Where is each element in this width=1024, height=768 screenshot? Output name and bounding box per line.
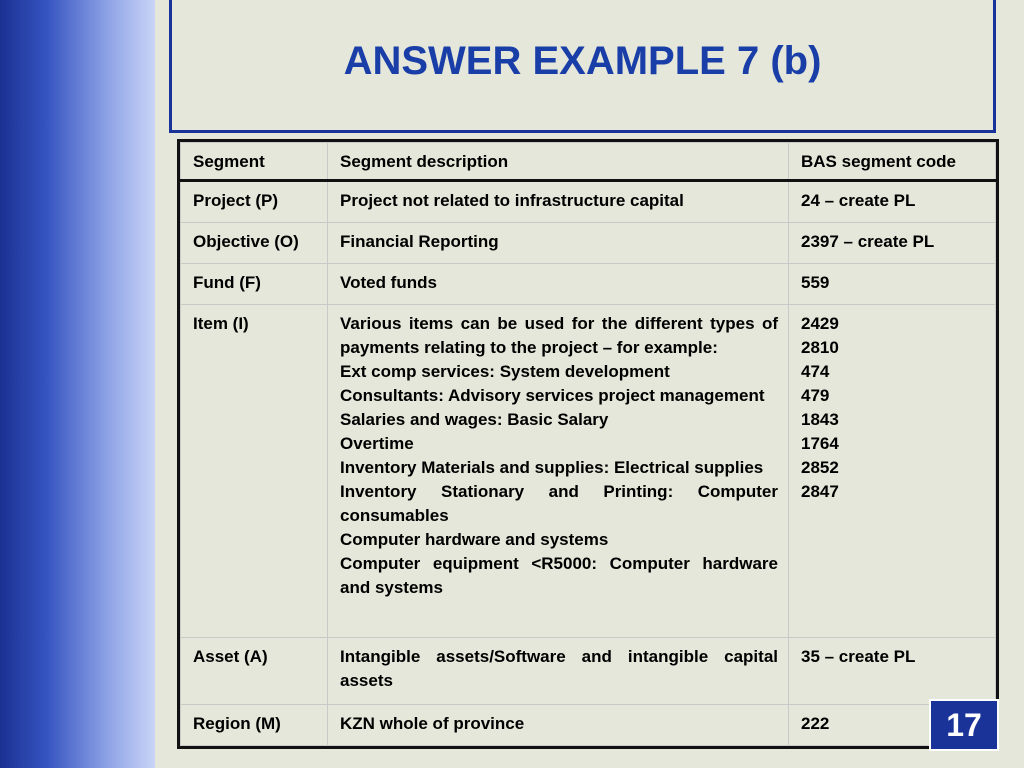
description-line: Intangible assets/Software and intangible capital assets [340,646,778,690]
description-line: Computer equipment <R5000: Computer hardware and systems [340,553,778,597]
table-row [181,223,996,264]
description-line: Voted funds [340,272,437,292]
description-line: Overtime [340,433,414,453]
segment-cell: Objective (O) [181,223,328,264]
side-gradient-bar [0,0,155,768]
table-row [181,705,996,746]
description-line: Ext comp services: System development [340,361,670,381]
bas-code-value: 2852 [801,457,839,477]
description-line: Computer hardware and systems [340,529,609,549]
header-segment: Segment [181,143,328,181]
description-cell [328,223,789,264]
description-line: Project not related to infrastructure capital [340,191,684,210]
bas-code-value: 2429 [801,313,839,333]
description-line: Financial Reporting [340,232,499,252]
page-title: ANSWER EXAMPLE 7 (b) [343,38,822,83]
description-cell [328,705,789,746]
bas-code-value: 474 [801,361,830,381]
description-cell [328,304,789,637]
segment-cell: Item (I) [181,304,328,637]
bas-code-value: 2397 – create PL [801,232,935,252]
segment-cell: Region (M) [181,705,328,746]
bas-code-cell [789,637,996,704]
page-number-badge: 17 [929,699,999,751]
segment-cell: Fund (F) [181,263,328,304]
description-line: KZN whole of province [340,714,525,734]
description-cell [328,263,789,304]
table-row [181,181,996,223]
bas-code-cell [789,181,996,223]
bas-code-cell [789,223,996,264]
description-cell [328,181,789,223]
bas-code-value: 559 [801,272,830,292]
segment-table [180,142,996,746]
bas-code-cell [789,263,996,304]
bas-code-cell [789,304,996,637]
bas-code-value: 2810 [801,337,839,357]
description-cell [328,637,789,704]
bas-code-value: 222 [801,714,830,734]
bas-code-value: 479 [801,385,830,405]
bas-code-value: 1843 [801,409,839,429]
segment-cell: Asset (A) [181,637,328,704]
table-header-row [181,143,996,181]
segment-cell: Project (P) [181,181,328,223]
table-row [181,263,996,304]
description-line: Salaries and wages: Basic Salary [340,409,609,429]
header-bas-code: BAS segment code [789,143,996,181]
table-body [181,181,996,746]
description-line: Various items can be used for the different types of payments relating to the project – for example: [340,313,778,357]
bas-code-value: 24 – create PL [801,191,916,210]
description-line: Inventory Materials and supplies: Electrical supplies [340,457,764,477]
description-line: Inventory Stationary and Printing: Computer consumables [340,481,778,525]
table-row [181,637,996,704]
title-box [169,0,996,133]
bas-code-value: 35 – create PL [801,646,916,666]
table-row [181,304,996,637]
bas-code-value: 1764 [801,433,839,453]
segment-table-container [177,139,999,749]
bas-code-value: 2847 [801,481,839,501]
description-line: Consultants: Advisory services project management [340,385,765,405]
header-description: Segment description [328,143,789,181]
